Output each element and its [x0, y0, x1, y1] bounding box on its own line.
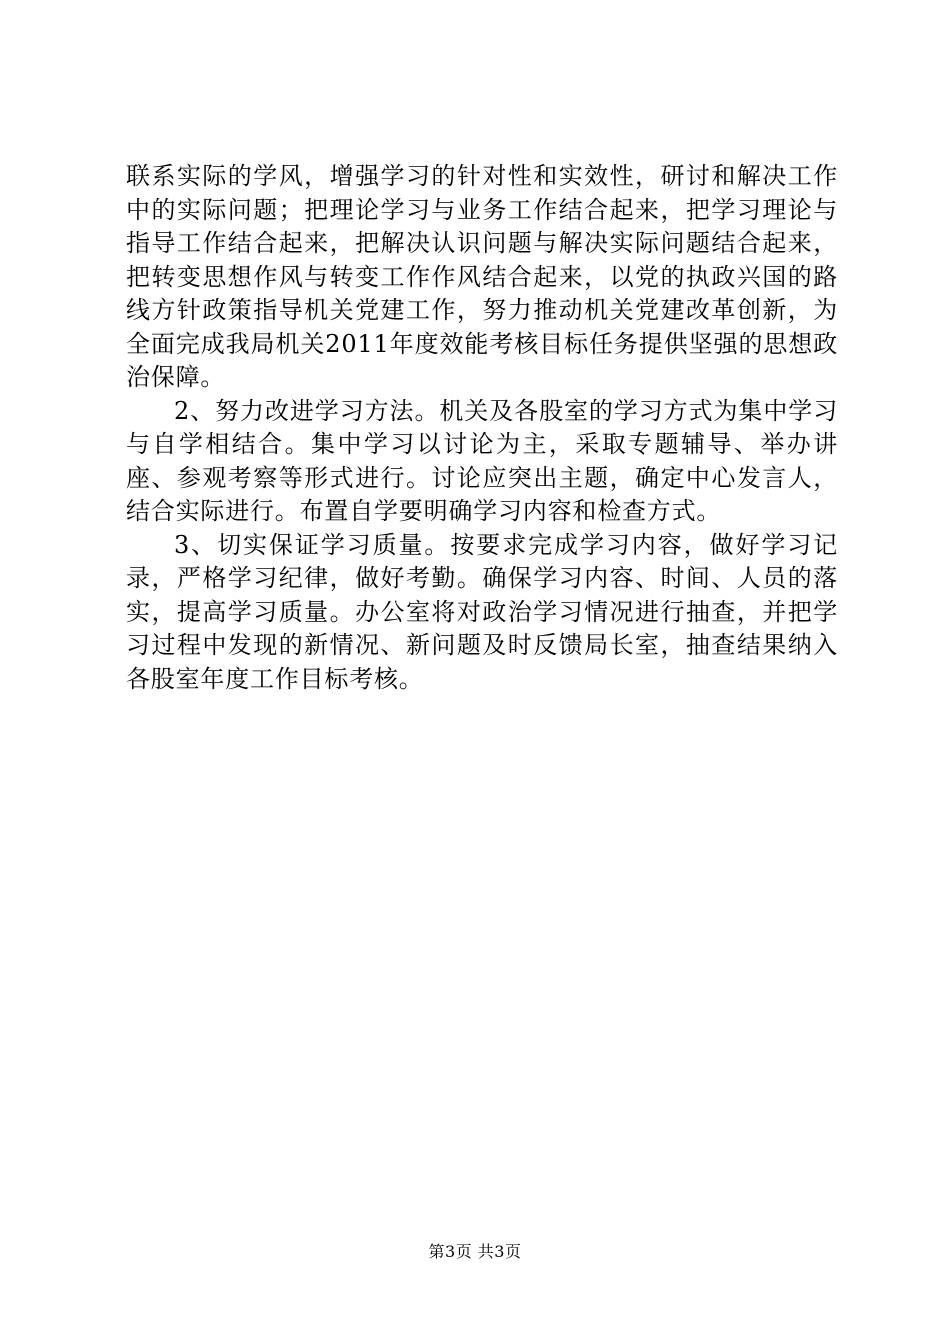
paragraph-item-2: 2、努力改进学习方法。机关及各股室的学习方式为集中学习与自学相结合。集中学习以讨论为主，采取专题辅导、举办讲座、参观考察等形式进行。讨论应突出主题，确定中心发言人，结合实际进行。布置自学要明确学习内容和检查方式。 [126, 396, 838, 525]
page-number-footer: 第3页 共3页 [428, 1242, 522, 1261]
paragraph-continuation: 联系实际的学风，增强学习的针对性和实效性，研讨和解决工作中的实际问题；把理论学习与业务工作结合起来，把学习理论与指导工作结合起来，把解决认识问题与解决实际问题结合起来，把转变思想作风与转变工作作风结合起来，以党的执政兴国的路线方针政策指导机关党建工作，努力推动机关党建改革创新，为全面完成我局机关2011年度效能考核目标任务提供坚强的思想政治保障。 [126, 162, 838, 391]
paragraph-item-3: 3、切实保证学习质量。按要求完成学习内容，做好学习记录，严格学习纪律，做好考勤。确保学习内容、时间、人员的落实，提高学习质量。办公室将对政治学习情况进行抽查，并把学习过程中发现的新情况、新问题及时反馈局长室，抽查结果纳入各股室年度工作目标考核。 [126, 530, 838, 693]
document-body [126, 160, 838, 696]
